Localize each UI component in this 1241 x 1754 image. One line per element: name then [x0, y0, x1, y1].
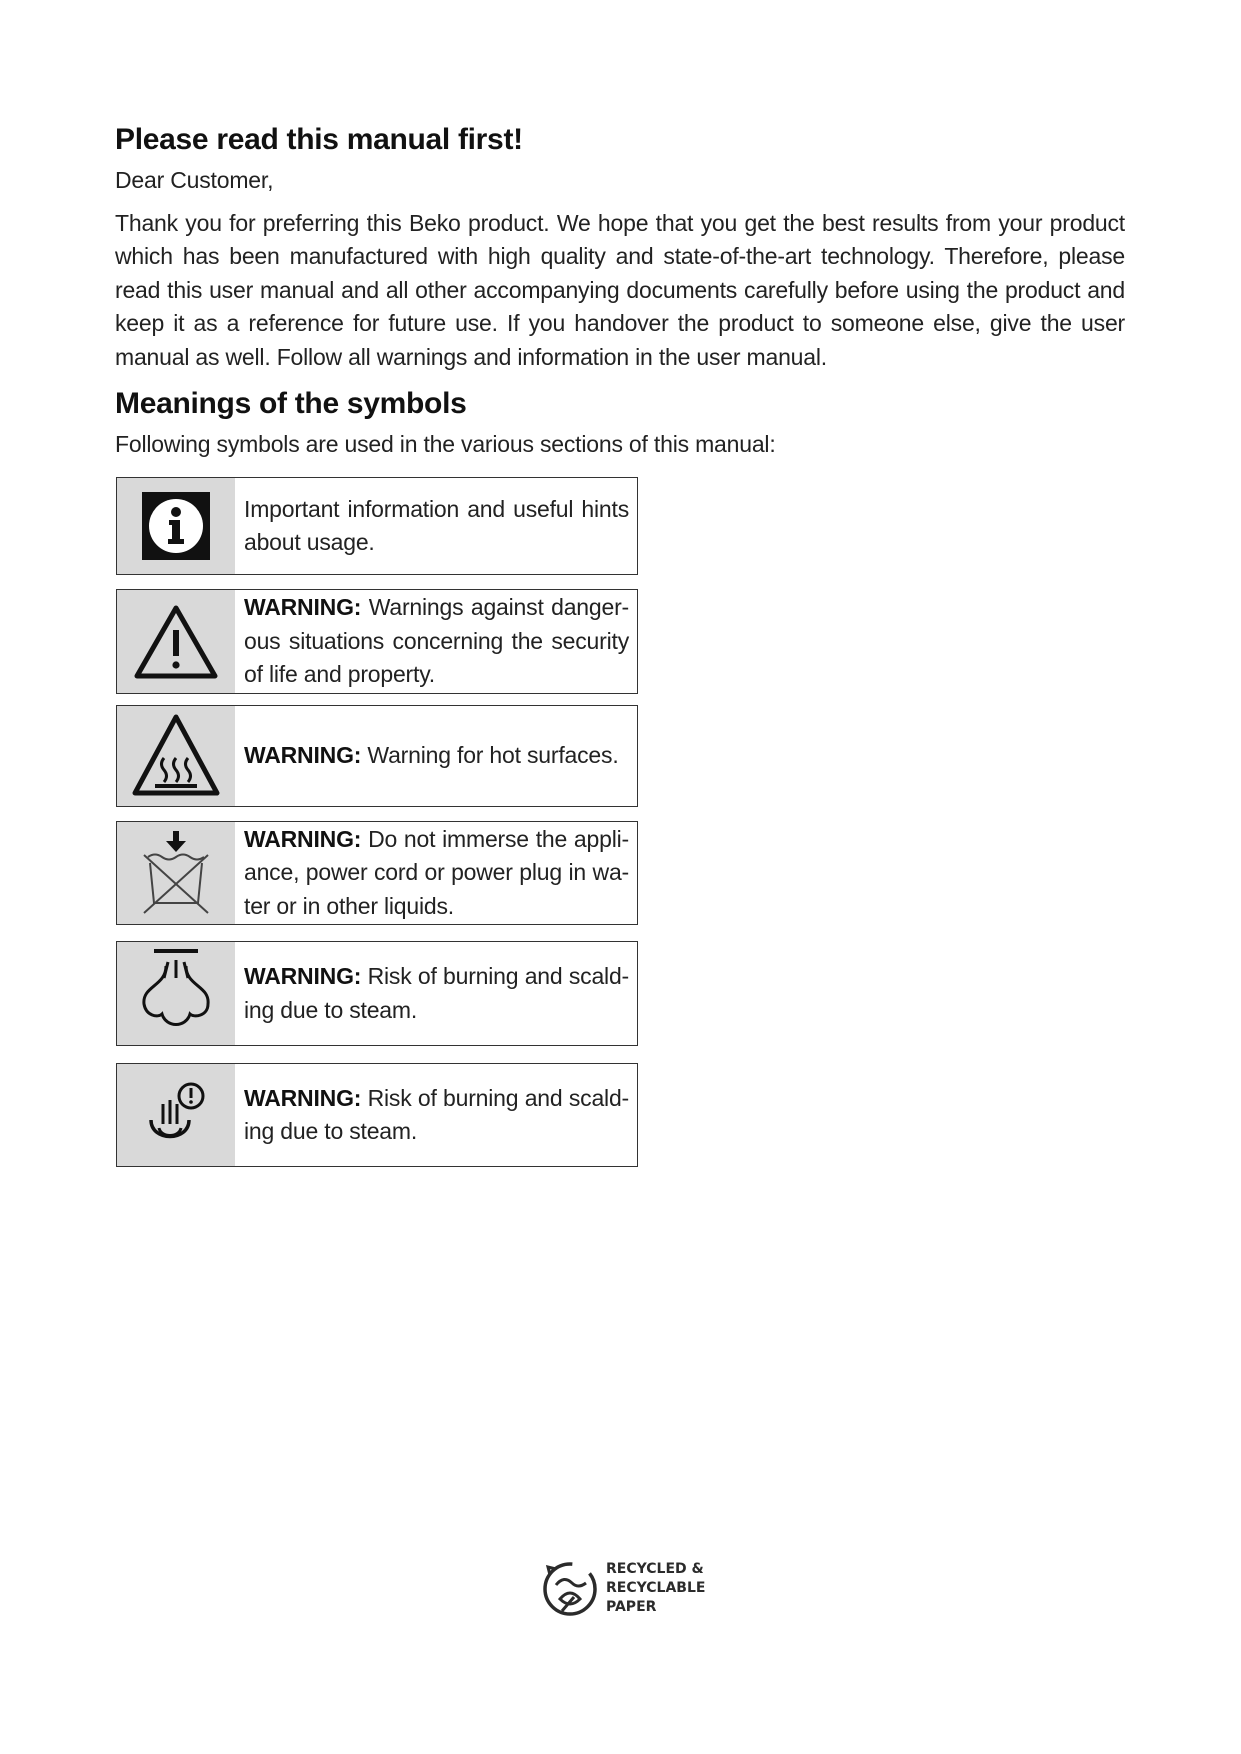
symbol-row-hot-surface — [116, 705, 638, 807]
warning-label: WARNING: — [244, 742, 362, 769]
hot-surface-icon — [117, 706, 235, 806]
recycled-paper-label: RECYCLED & RECYCLABLE PAPER — [606, 1560, 706, 1615]
symbol-row-steam — [116, 941, 638, 1046]
symbol-text: Risk of burning and scald-ing due to steam. — [244, 963, 629, 1023]
symbols-heading: Meanings of the symbols — [115, 387, 467, 420]
steam-icon — [117, 942, 235, 1045]
symbols-intro: Following symbols are used in the various sections of this manual: — [115, 431, 776, 457]
symbol-text: Important information and useful hints about usage. — [244, 495, 629, 555]
warning-label: WARNING: — [244, 825, 362, 852]
intro-section — [115, 120, 1125, 462]
hot-steam-hand-icon — [117, 1064, 235, 1166]
page-title: Please read this manual first! — [115, 123, 523, 156]
symbol-text: Do not immerse the appli-ance, power cord or power plug in wa-ter or in other liquids. — [244, 825, 629, 919]
recycle-globe-icon — [540, 1555, 598, 1621]
do-not-immerse-icon — [117, 822, 235, 924]
warning-label: WARNING: — [244, 594, 362, 621]
symbol-row-warning — [116, 589, 638, 694]
symbol-text: Warning for hot surfaces. — [367, 742, 619, 769]
warning-label: WARNING: — [244, 1084, 362, 1111]
body-paragraph: Thank you for preferring this Beko product. We hope that you get the best results from your product which has been manufactured with high quality and state-of-the-art technology. Therefore, please read this user manual and all other accompanying documents carefully before using the product and keep it as a reference for future use. If you handover the product to someone else, give the user manual as well. Follow all warnings and information in the user manual. — [115, 209, 1125, 370]
symbol-row-hot-steam — [116, 1063, 638, 1167]
symbol-row-info — [116, 477, 638, 575]
greeting: Dear Customer, — [115, 167, 274, 193]
symbol-row-do-not-immerse — [116, 821, 638, 925]
warning-label: WARNING: — [244, 963, 362, 989]
symbol-text: Risk of burning and scald-ing due to steam. — [244, 1084, 629, 1144]
symbol-text: Warnings against danger-ous situations concerning the security of life and property. — [244, 594, 629, 688]
info-icon — [117, 478, 235, 574]
recycled-paper-badge — [540, 1555, 705, 1621]
warning-triangle-icon — [117, 590, 235, 693]
